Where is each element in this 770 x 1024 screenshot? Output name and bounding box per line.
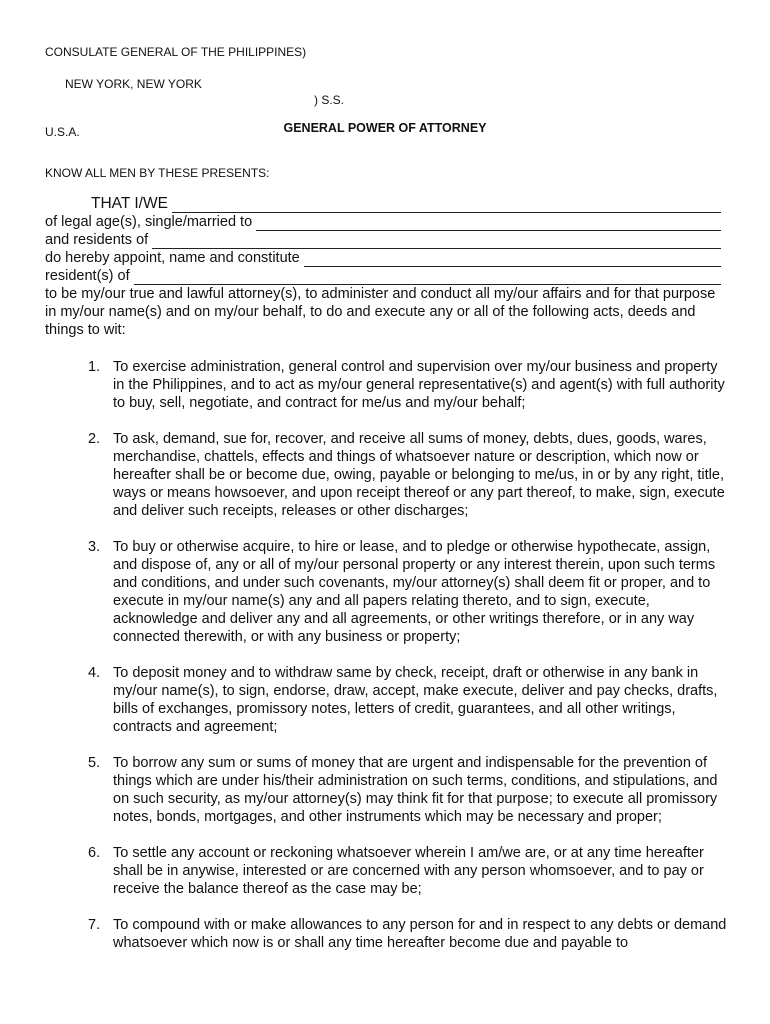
list-item — [88, 916, 728, 952]
fill-row-residence — [45, 231, 721, 249]
intro-text: KNOW ALL MEN BY THESE PRESENTS: — [45, 166, 270, 180]
fill-label: and residents of — [45, 232, 149, 248]
fill-label: of legal age(s), single/married to — [45, 214, 253, 230]
list-item — [88, 844, 728, 898]
fill-label: resident(s) of — [45, 268, 130, 284]
item-number: 3. — [88, 539, 101, 555]
fill-label: do hereby appoint, name and constitute — [45, 250, 300, 266]
list-item — [88, 664, 728, 736]
blank-line[interactable] — [256, 216, 721, 231]
header-line-2-row — [45, 60, 345, 124]
blank-line[interactable] — [304, 252, 721, 267]
powers-list — [88, 358, 728, 970]
item-number: 5. — [88, 755, 101, 771]
header-line-3: U.S.A. — [45, 125, 80, 139]
fill-row-attorney — [45, 249, 721, 267]
item-number: 1. — [88, 359, 101, 375]
blank-line[interactable] — [152, 234, 721, 249]
list-item — [88, 358, 728, 412]
item-text: To ask, demand, sue for, recover, and receive all sums of money, debts, dues, goods, wares, merchandise, chattels, effects and things of whatsoever nature or description, which now or hereafter shall be or become due, owing, payable or belonging to me/us, in or by any right, title, ways or means howsoever, and upon receipt thereof or any part thereof, to make, sign, execute and deliver such receipts, releases or other discharges; — [113, 431, 725, 519]
fill-label: THAT I/WE — [91, 195, 168, 212]
fill-row-principal — [45, 195, 721, 213]
header-line-2: NEW YORK, NEW YORK — [65, 77, 202, 91]
item-text: To buy or otherwise acquire, to hire or lease, and to pledge or otherwise hypothecate, assign, and dispose of, any or all of my/our personal property or any interest therein, upon such terms and conditions, and under such covenants, my/our attorney(s) shall deem fit or proper, and to execute in my/our name(s) any and all papers relating thereto, and to sign, execute, acknowledge and deliver any and all agreements, or other writings therefore, or in any way connected therewith, or with any business or property; — [113, 539, 716, 645]
document-title: GENERAL POWER OF ATTORNEY — [283, 121, 487, 135]
item-number: 7. — [88, 917, 101, 933]
authority-paragraph: to be my/our true and lawful attorney(s), to administer and conduct all my/our affairs and for that purpose in my/our name(s) and on my/our behalf, to do and execute any or all of the following acts, deeds and things to wit: — [45, 286, 716, 338]
item-text: To settle any account or reckoning whatsoever wherein I am/we are, or at any time hereafter shall be in anywise, interested or are concerned with any person whomsoever, and to pay or receive the balance thereof as the case may be; — [113, 845, 704, 897]
header-ss: ) S.S. — [314, 93, 345, 107]
item-text: To deposit money and to withdraw same by check, receipt, draft or otherwise in any bank in my/our name(s), to sign, endorse, draw, accept, make execute, deliver and pay checks, drafts, bills of exchanges, promissory notes, letters of credit, guarantees, and all other writings, contracts and agreement; — [113, 665, 718, 735]
item-number: 6. — [88, 845, 101, 861]
header-line-1: CONSULATE GENERAL OF THE PHILIPPINES) — [45, 45, 307, 59]
fill-row-attorney-residence — [45, 267, 721, 285]
fill-in-section — [45, 195, 721, 339]
item-text: To borrow any sum or sums of money that are urgent and indispensable for the prevention of things which are under his/their administration on such terms, conditions, and stipulations, and on such security, as my/our attorney(s) may think fit for that purpose; to execute all promissory notes, bonds, mortgages, and other instruments which may be necessary and proper; — [113, 755, 718, 825]
list-item — [88, 538, 728, 646]
item-text: To exercise administration, general control and supervision over my/our business and property in the Philippines, and to act as my/our general representative(s) and agent(s) with full authority to buy, sell, negotiate, and contract for me/us and my/our behalf; — [113, 359, 725, 411]
list-item — [88, 754, 728, 826]
fill-row-spouse — [45, 213, 721, 231]
blank-line[interactable] — [172, 198, 721, 213]
item-number: 4. — [88, 665, 101, 681]
item-number: 2. — [88, 431, 101, 447]
item-text: To compound with or make allowances to any person for and in respect to any debts or demand whatsoever which now is or shall any time hereafter become due and payable to — [113, 917, 727, 951]
list-item — [88, 430, 728, 520]
blank-line[interactable] — [134, 270, 721, 285]
